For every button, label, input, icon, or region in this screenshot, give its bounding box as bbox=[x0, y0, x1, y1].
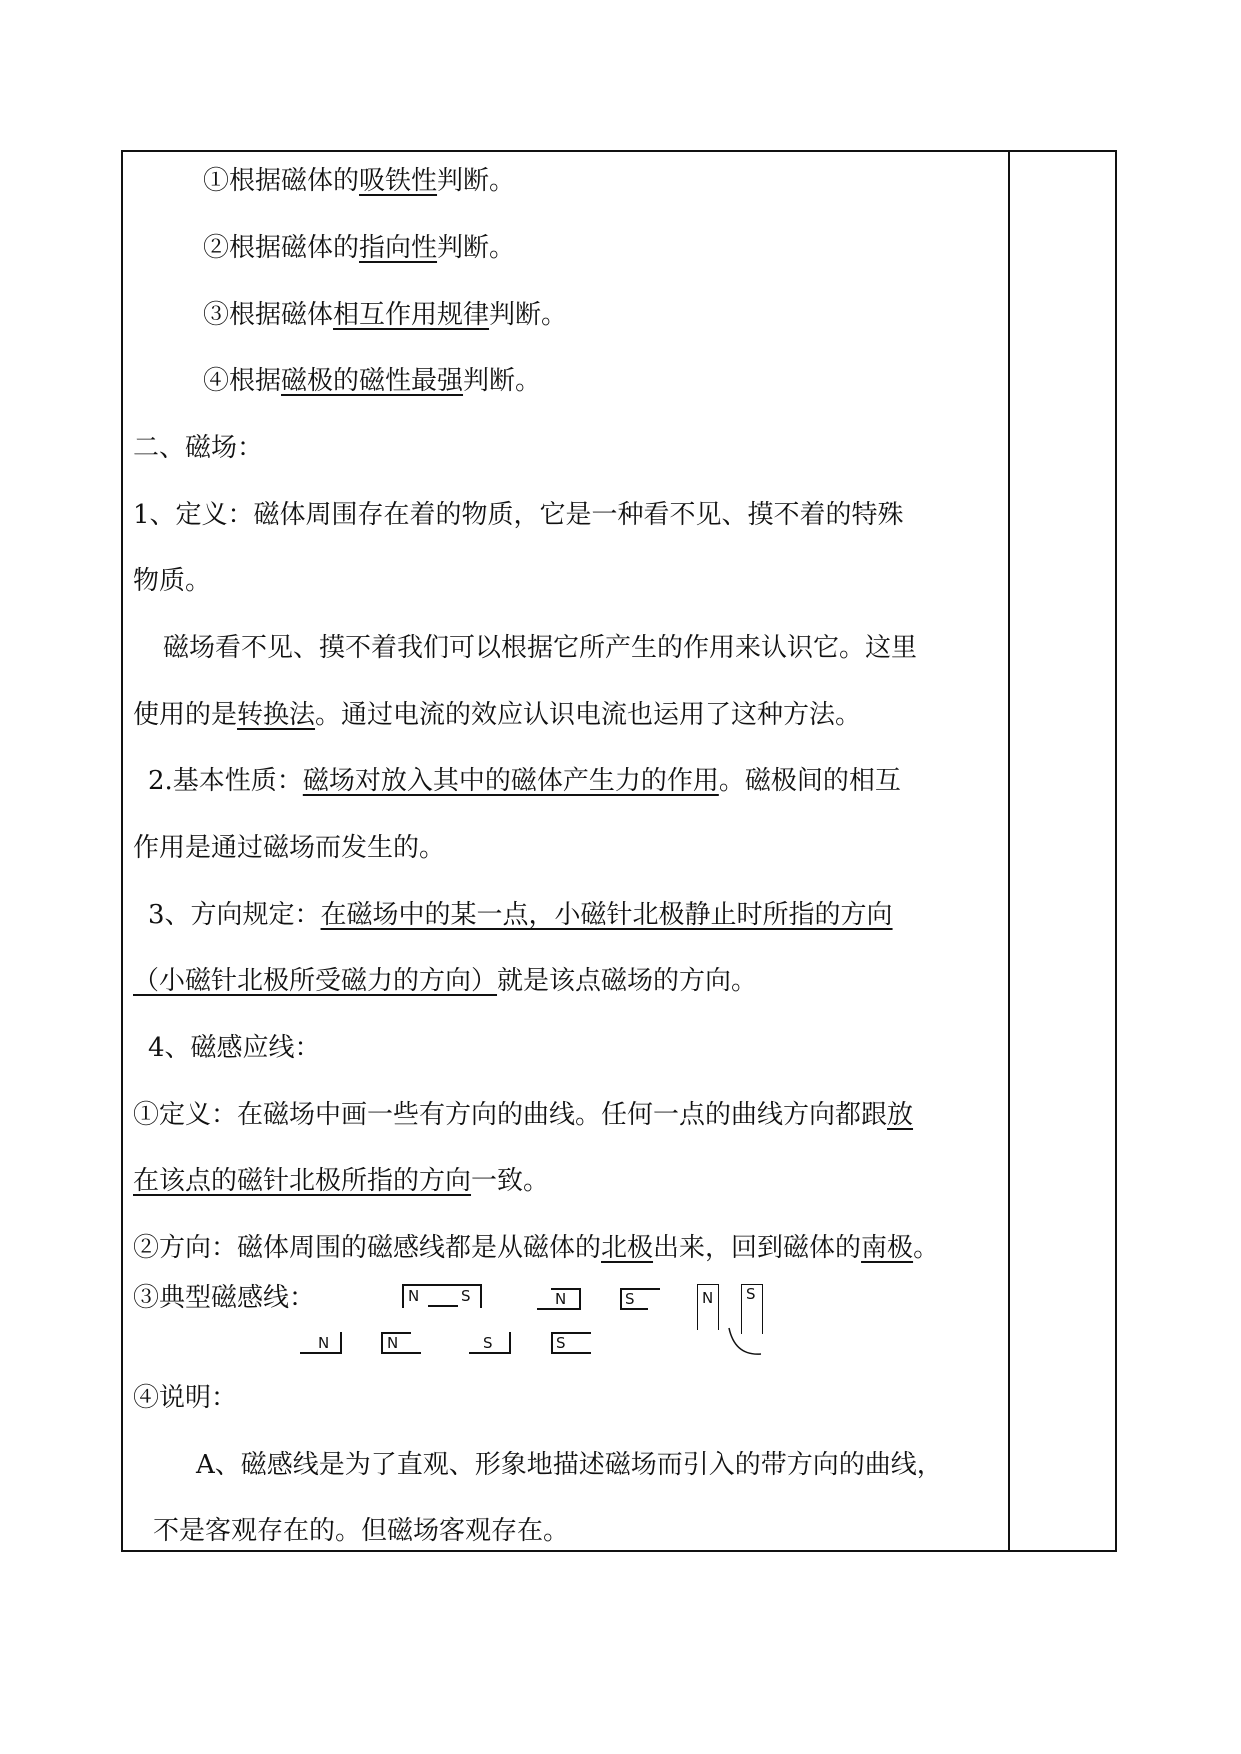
property-suffix: 。磁极间的相互 bbox=[718, 766, 901, 796]
horseshoe-north-label: N bbox=[702, 1289, 714, 1307]
field-lines-def-key-1: 放 bbox=[887, 1100, 914, 1130]
bar-magnet-south-label: S bbox=[461, 1287, 471, 1305]
criterion-3 bbox=[203, 300, 567, 330]
property-line-2: 作用是通过磁场而发生的。 bbox=[133, 833, 446, 863]
direction-key-2: （小磁针北极所受磁力的方向） bbox=[133, 966, 498, 996]
criterion-4-suffix: 判断。 bbox=[463, 366, 542, 396]
criterion-2-prefix: ②根据磁体的 bbox=[203, 233, 360, 263]
direction-suffix: 就是该点磁场的方向。 bbox=[497, 966, 758, 996]
field-lines-def-prefix: ①定义：在磁场中画一些有方向的曲线。任何一点的曲线方向都跟 bbox=[133, 1100, 888, 1130]
criterion-3-suffix: 判断。 bbox=[489, 300, 568, 330]
definition-line-2: 物质。 bbox=[133, 566, 212, 596]
field-lines-title: 4、磁感应线： bbox=[148, 1033, 321, 1063]
criterion-4 bbox=[203, 366, 541, 396]
horseshoe-south-label: S bbox=[746, 1285, 756, 1303]
note-line-2-prefix: 使用的是 bbox=[133, 700, 238, 730]
direction-line-1 bbox=[148, 900, 893, 930]
criterion-3-prefix: ③根据磁体 bbox=[203, 300, 334, 330]
bar-magnet-north-label: N bbox=[408, 1287, 420, 1305]
field-lines-def-line-2 bbox=[133, 1166, 549, 1196]
explanation-a-line-1: A、磁感线是为了直观、形象地描述磁场而引入的带方向的曲线， bbox=[196, 1450, 943, 1480]
field-lines-dir-prefix: ②方向：磁体周围的磁感线都是从磁体的 bbox=[133, 1233, 602, 1263]
criterion-1 bbox=[203, 166, 515, 196]
note-line-2-suffix: 。通过电流的效应认识电流也运用了这种方法。 bbox=[315, 700, 862, 730]
criterion-2-key: 指向性 bbox=[359, 233, 438, 263]
magnet-pair-1-north bbox=[537, 1288, 581, 1310]
horseshoe-magnet-figure bbox=[697, 1284, 767, 1360]
direction-prefix: 3、方向规定： bbox=[148, 900, 321, 930]
direction-key-1: 在磁场中的某一点，小磁针北极静止时所指的方向 bbox=[320, 900, 893, 930]
field-lines-def-key-2: 在该点的磁针北极所指的方向 bbox=[133, 1166, 472, 1196]
criterion-1-key: 吸铁性 bbox=[359, 166, 438, 196]
explanation-a-line-2: 不是客观存在的。但磁场客观存在。 bbox=[153, 1516, 570, 1546]
explanation-label: ④说明： bbox=[133, 1383, 238, 1413]
field-line-curve bbox=[697, 1284, 767, 1360]
typical-field-lines-label: ③典型磁感线： bbox=[133, 1283, 316, 1313]
field-lines-def-line-1 bbox=[133, 1100, 913, 1130]
property-prefix: 2.基本性质： bbox=[148, 766, 303, 796]
criterion-4-prefix: ④根据 bbox=[203, 366, 282, 396]
pair-2a-left-label: N bbox=[318, 1334, 330, 1352]
field-lines-dir-mid: 出来，回到磁体的 bbox=[653, 1233, 862, 1263]
property-line-1 bbox=[148, 766, 901, 796]
criterion-4-key: 磁极的磁性最强 bbox=[281, 366, 464, 396]
pair-1-south-label: S bbox=[625, 1290, 635, 1308]
south-pole-term: 南极 bbox=[861, 1233, 914, 1263]
magnet-pair-2b-right bbox=[551, 1332, 593, 1354]
criterion-3-key: 相互作用规律 bbox=[333, 300, 490, 330]
direction-line-2 bbox=[133, 966, 757, 996]
field-lines-def-suffix: 一致。 bbox=[471, 1166, 550, 1196]
magnet-pair-2a-left bbox=[300, 1332, 342, 1354]
conversion-method-term: 转换法 bbox=[237, 700, 316, 730]
field-lines-dir-suffix: 。 bbox=[913, 1233, 940, 1263]
property-key: 磁场对放入其中的磁体产生力的作用 bbox=[302, 766, 719, 796]
pair-1-north-label: N bbox=[555, 1290, 567, 1308]
north-pole-term: 北极 bbox=[601, 1233, 654, 1263]
criterion-1-suffix: 判断。 bbox=[437, 166, 516, 196]
magnet-pair-2b-left bbox=[469, 1332, 511, 1354]
magnet-pair-2a-right bbox=[381, 1332, 423, 1354]
section-title-magnetic-field: 二、磁场： bbox=[133, 433, 264, 463]
criterion-2 bbox=[203, 233, 515, 263]
criterion-1-prefix: ①根据磁体的 bbox=[203, 166, 360, 196]
table-column-divider bbox=[1008, 150, 1010, 1552]
magnet-pair-1-south bbox=[620, 1288, 662, 1310]
criterion-2-suffix: 判断。 bbox=[437, 233, 516, 263]
pair-2b-left-label: S bbox=[483, 1334, 493, 1352]
note-line-2 bbox=[133, 700, 861, 730]
note-line-1: 磁场看不见、摸不着我们可以根据它所产生的作用来认识它。这里 bbox=[163, 633, 918, 663]
field-lines-direction bbox=[133, 1233, 939, 1263]
bar-magnet-figure bbox=[402, 1284, 482, 1308]
pair-2b-right-label: S bbox=[556, 1334, 566, 1352]
pair-2a-right-label: N bbox=[387, 1334, 399, 1352]
definition-line-1: 1、定义：磁体周围存在着的物质，它是一种看不见、摸不着的特殊 bbox=[133, 500, 904, 530]
